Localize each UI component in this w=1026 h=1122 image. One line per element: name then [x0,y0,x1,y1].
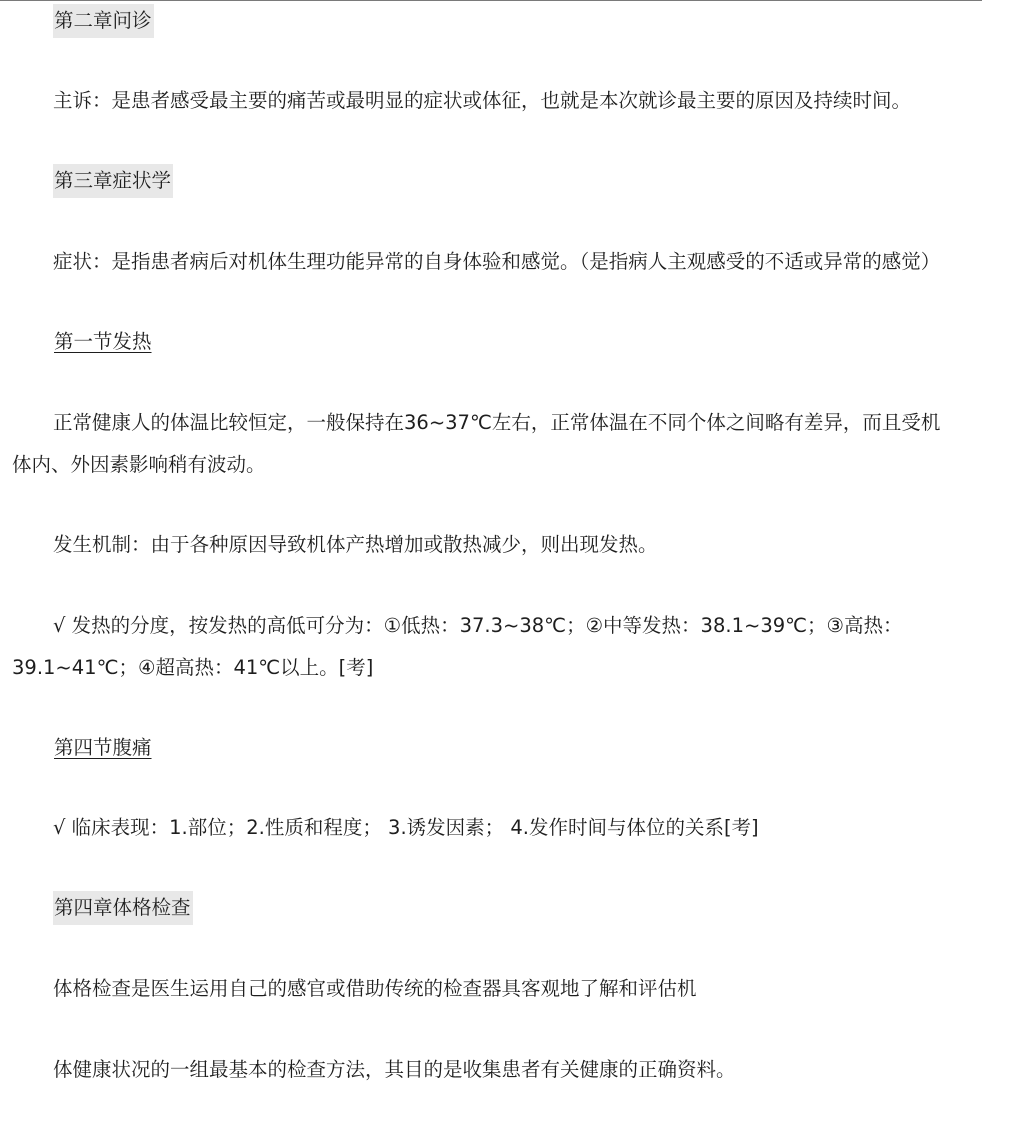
section-1-fever-heading [53,325,154,359]
fever-grade-line-1: √ 发热的分度，按发热的高低可分为：①低热：37.3~38℃；②中等发热：38.1~39℃；③高热： [53,614,903,637]
normal-temperature-line-2: 体内、外因素影响稍有波动。 [12,453,266,476]
fever-mechanism-paragraph: 发生机制：由于各种原因导致机体产热增加或散热减少，则出现发热。 [53,533,658,556]
normal-temperature-line-1: 正常健康人的体温比较恒定，一般保持在36~37℃左右，正常体温在不同个体之间略有差异，而且受机 [53,411,941,434]
chapter-2-heading-text: 第二章问诊 [54,9,152,32]
section-4-abdominal-pain-heading [53,731,154,765]
physical-exam-line-2: 体健康状况的一组最基本的检查方法，其目的是收集患者有关健康的正确资料。 [53,1058,736,1081]
chief-complaint-paragraph: 主诉：是患者感受最主要的痛苦或最明显的症状或体征，也就是本次就诊最主要的原因及持续时间。 [53,89,912,112]
symptom-definition-paragraph: 症状：是指患者病后对机体生理功能异常的自身体验和感觉。（是指病人主观感受的不适或异常的感觉） [53,250,941,273]
fever-grade-line-2: 39.1~41℃；④超高热：41℃以上。[考] [12,656,374,679]
physical-exam-line-1: 体格检查是医生运用自己的感官或借助传统的检查器具客观地了解和评估机 [53,977,697,1000]
chapter-4-heading [53,891,193,925]
chapter-2-heading [53,4,154,38]
clinical-manifestation-paragraph: √ 临床表现：1.部位；2.性质和程度； 3.诱发因素； 4.发作时间与体位的关系[考] [53,816,759,839]
chapter-3-heading-text: 第三章症状学 [54,169,172,192]
chapter-4-heading-text: 第四章体格检查 [54,896,191,919]
section-1-fever-heading-text: 第一节发热 [54,330,152,353]
section-4-abdominal-pain-heading-text: 第四节腹痛 [54,736,152,759]
chapter-3-heading [53,164,173,198]
